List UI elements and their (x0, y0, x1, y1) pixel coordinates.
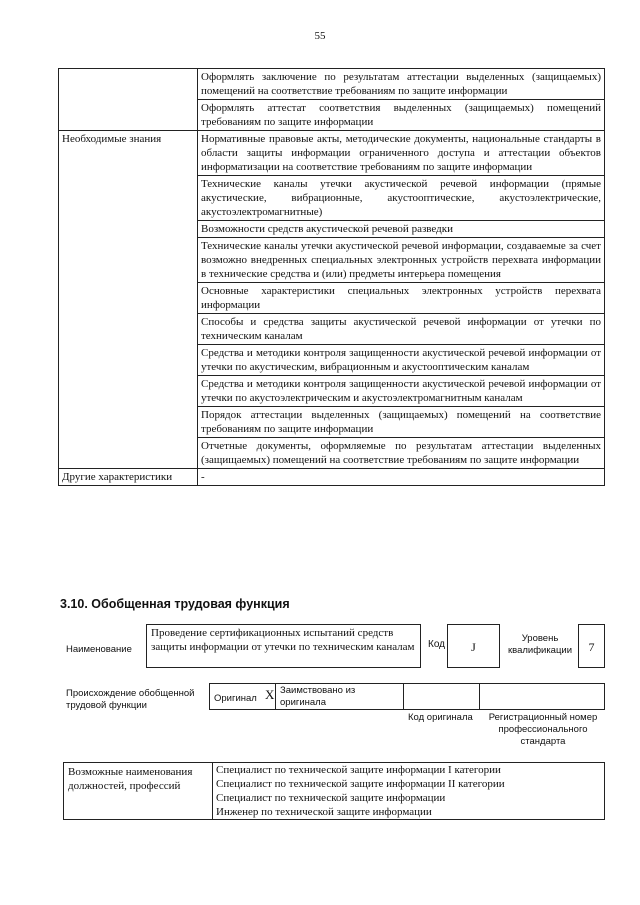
row-label: Необходимые знания (59, 131, 198, 469)
reg-number-cell (480, 683, 605, 710)
position-name: Специалист по технической защите информации II категории (213, 777, 605, 791)
positions-table (63, 762, 605, 820)
position-name: Специалист по технической защите информации (213, 791, 605, 805)
row-item: - (198, 469, 605, 486)
row-item: Способы и средства защиты акустической речевой информации от утечки по техническим каналам (198, 314, 605, 345)
row-item: Нормативные правовые акты, методические документы, национальные стандарты в области защиты информации ограниченного доступа и аттестации объектов информатизации на соответствие требованиям по защите информации (198, 131, 605, 176)
table-row (59, 469, 605, 486)
row-label (59, 69, 198, 131)
original-label: Оригинал (214, 693, 257, 704)
row-item: Порядок аттестации выделенных (защищаемых) помещений на соответствие требованиям по защите информации (198, 407, 605, 438)
position-name: Специалист по технической защите информации I категории (213, 763, 605, 778)
name-label: Наименование (66, 644, 132, 655)
list-item (64, 763, 605, 778)
page-number: 55 (314, 30, 326, 42)
code-original-label: Код оригинала (408, 712, 473, 723)
qualification-level-label: Уровень квалификации (507, 633, 573, 656)
borrowed-cell (276, 683, 404, 710)
section-title: 3.10. Обобщенная трудовая функция (60, 597, 290, 611)
row-item: Технические каналы утечки акустической речевой информации, создаваемые за счет возможно внедренных специальных электронных устройств перехвата информации в технические средства и (или) предметы интерьера помещения (198, 238, 605, 283)
code-label: Код (428, 639, 446, 650)
row-item: Оформлять аттестат соответствия выделенных (защищаемых) помещений требованиям по защите информации (198, 100, 605, 131)
row-item: Технические каналы утечки акустической речевой информации (прямые акустические, вибрационные, акустооптические, акустоэлектрические, акустоэлектромагнитные) (198, 176, 605, 221)
original-mark: X (265, 687, 275, 702)
code-original-cell (404, 683, 480, 710)
function-name-value: Проведение сертификационных испытаний средств защиты информации от утечки по техническим каналам (146, 624, 421, 668)
knowledge-table (58, 68, 605, 486)
row-item: Возможности средств акустической речевой разведки (198, 221, 605, 238)
row-item: Основные характеристики специальных электронных устройств перехвата информации (198, 283, 605, 314)
row-label: Другие характеристики (59, 469, 198, 486)
position-name: Инженер по технической защите информации (213, 805, 605, 820)
borrowed-label: Заимствовано из оригинала (280, 685, 356, 708)
code-value: J (447, 624, 500, 668)
row-item: Отчетные документы, оформляемые по результатам аттестации выделенных (защищаемых) помещений на соответствие требованиям по защите информации (198, 438, 605, 469)
row-item: Средства и методики контроля защищенности акустической речевой информации от утечки по акустоэлектрическим и акустоэлектромагнитным каналам (198, 376, 605, 407)
table-row (59, 69, 605, 100)
row-item: Оформлять заключение по результатам аттестации выделенных (защищаемых) помещений на соответствие требованиям по защите информации (198, 69, 605, 100)
reg-number-label: Регистрационный номер профессионального стандарта (488, 712, 598, 747)
positions-label: Возможные наименования должностей, профессий (64, 763, 213, 820)
original-cell (209, 683, 276, 710)
table-row (59, 131, 605, 176)
row-item: Средства и методики контроля защищенности акустической речевой информации от утечки по акустическим, вибрационным и акустооптическим каналам (198, 345, 605, 376)
origin-label: Происхождение обобщенной трудовой функции (66, 688, 195, 711)
qualification-level-value: 7 (578, 624, 605, 668)
